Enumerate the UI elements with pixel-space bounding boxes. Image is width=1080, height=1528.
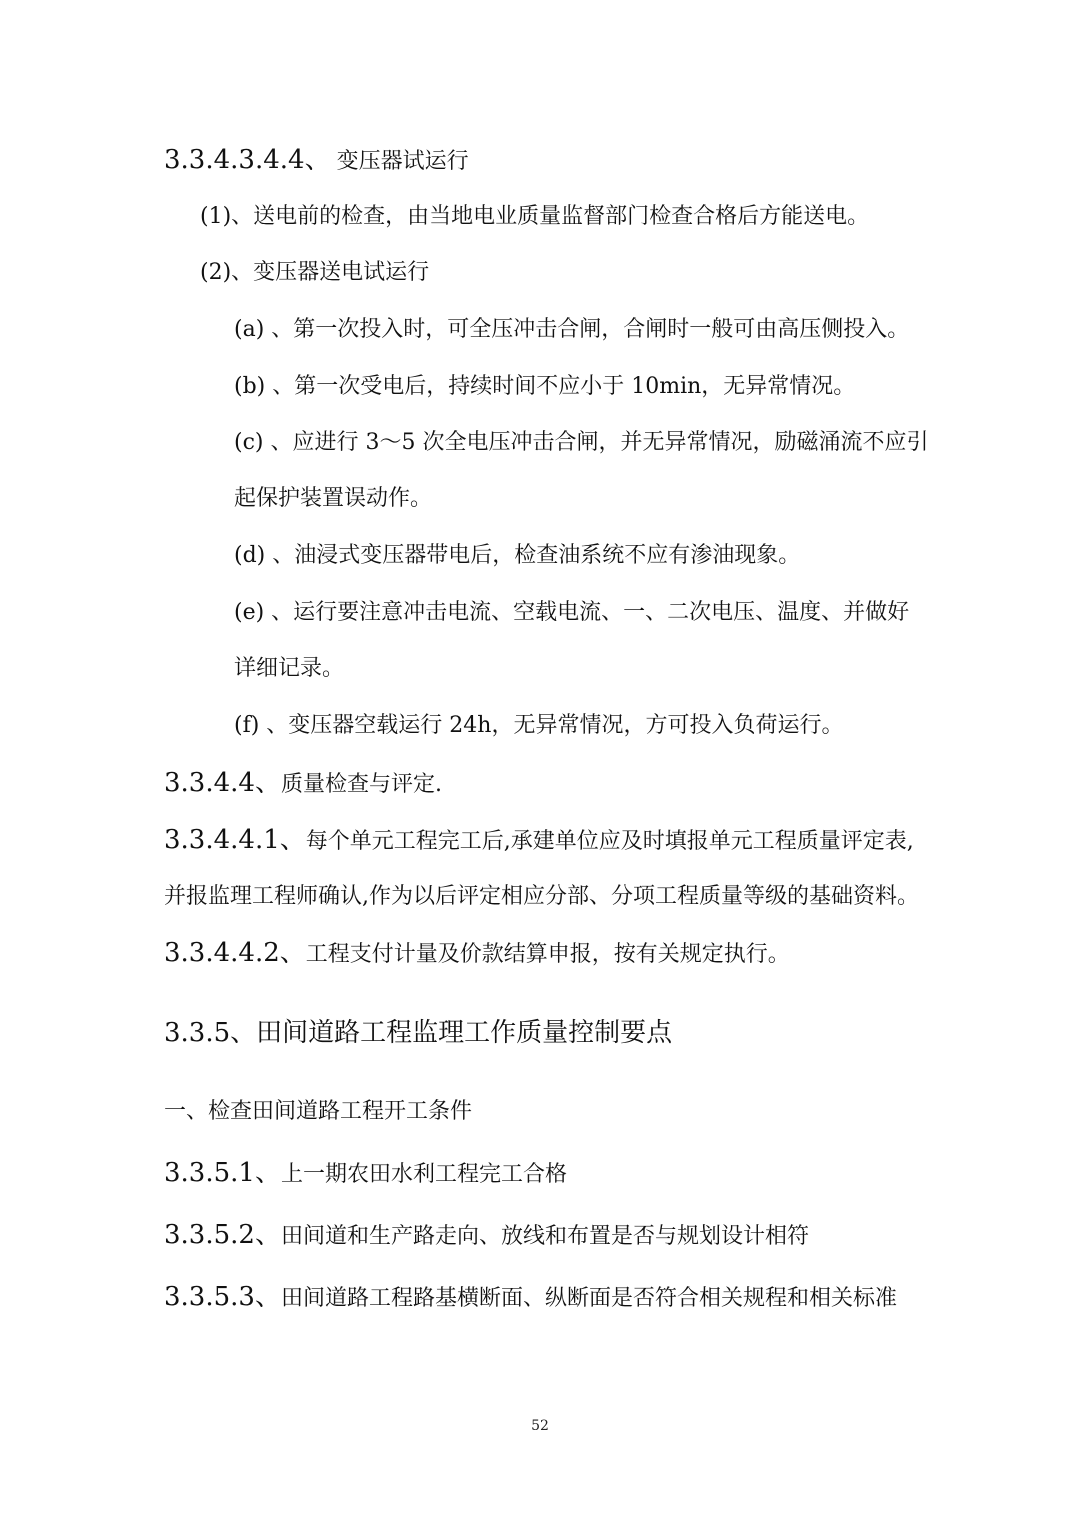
paragraph-text: (b) 、第一次受电后，持续时间不应小于 10min，无异常情况。 <box>234 374 856 399</box>
section-title: 田间道路工程监理工作质量控制要点 <box>256 1018 673 1048</box>
paragraph-item-d <box>234 541 800 571</box>
section-text: 田间道和生产路走向、放线和布置是否与规划设计相符 <box>280 1224 809 1249</box>
section-text: 工程支付计量及价款结算申报，按有关规定执行。 <box>305 942 790 967</box>
heading-3-3-4-4 <box>164 768 442 800</box>
heading-3-3-5 <box>164 1015 672 1051</box>
section-number: 3.3.4.4.2、 <box>164 938 306 968</box>
section-text: 上一期农田水利工程完工合格 <box>280 1162 567 1187</box>
paragraph-text: (d) 、油浸式变压器带电后，检查油系统不应有渗油现象。 <box>234 543 801 568</box>
section-number: 3.3.5.2、 <box>164 1220 281 1250</box>
paragraph-item-a <box>234 315 909 345</box>
paragraph-text: (2)、变压器送电试运行 <box>200 260 430 285</box>
paragraph-item-c-cont <box>234 484 432 514</box>
section-number: 3.3.4.4、 <box>164 768 281 798</box>
section-number: 3.3.5、 <box>164 1018 257 1048</box>
heading-3-3-4-4-1 <box>164 825 914 857</box>
paragraph-text: (a) 、第一次投入时，可全压冲击合闸，合闸时一般可由高压侧投入。 <box>234 317 910 342</box>
paragraph-text: (c) 、应进行 3～5 次全电压冲击合闸，并无异常情况，励磁涌流不应引 <box>234 430 929 455</box>
section-title: 变压器试运行 <box>336 149 469 174</box>
paragraph-item-e-cont <box>234 654 344 684</box>
paragraph-text: 并报监理工程师确认,作为以后评定相应分部、分项工程质量等级的基础资料。 <box>164 884 919 909</box>
paragraph-text: (f) 、变压器空载运行 24h，无异常情况，方可投入负荷运行。 <box>234 713 844 738</box>
paragraph-item-e <box>234 598 909 628</box>
paragraph-item-f <box>234 711 843 741</box>
paragraph-text: 详细记录。 <box>234 656 345 681</box>
heading-3-3-5-2 <box>164 1220 809 1252</box>
heading-3-3-5-1 <box>164 1158 567 1190</box>
section-number: 3.3.4.4.1、 <box>164 825 306 855</box>
heading-3-3-4-3-4-4 <box>164 145 469 177</box>
section-text: 田间道路工程路基横断面、纵断面是否符合相关规程和相关标准 <box>280 1286 897 1311</box>
section-title: 质量检查与评定. <box>280 772 442 797</box>
paragraph-item-2 <box>200 258 429 288</box>
heading-3-3-4-4-2 <box>164 938 790 970</box>
paragraph-cont-3-3-4-4-1 <box>164 882 919 912</box>
section-text: 每个单元工程完工后,承建单位应及时填报单元工程质量评定表, <box>305 829 914 854</box>
paragraph-item-1 <box>200 202 869 232</box>
paragraph-item-c <box>234 428 928 458</box>
paragraph-text: 起保护装置误动作。 <box>234 486 433 511</box>
section-number: 3.3.5.3、 <box>164 1282 281 1312</box>
section-number: 3.3.4.3.4.4、 <box>164 145 331 175</box>
paragraph-item-b <box>234 372 855 402</box>
section-number: 3.3.5.1、 <box>164 1158 281 1188</box>
page-number: 52 <box>531 1418 549 1434</box>
subsection-one <box>164 1097 472 1127</box>
paragraph-text: (e) 、运行要注意冲击电流、空载电流、一、二次电压、温度、并做好 <box>234 600 910 625</box>
paragraph-text: (1)、送电前的检查，由当地电业质量监督部门检查合格后方能送电。 <box>200 204 870 229</box>
heading-3-3-5-3 <box>164 1282 897 1314</box>
paragraph-text: 一、检查田间道路工程开工条件 <box>164 1099 473 1124</box>
